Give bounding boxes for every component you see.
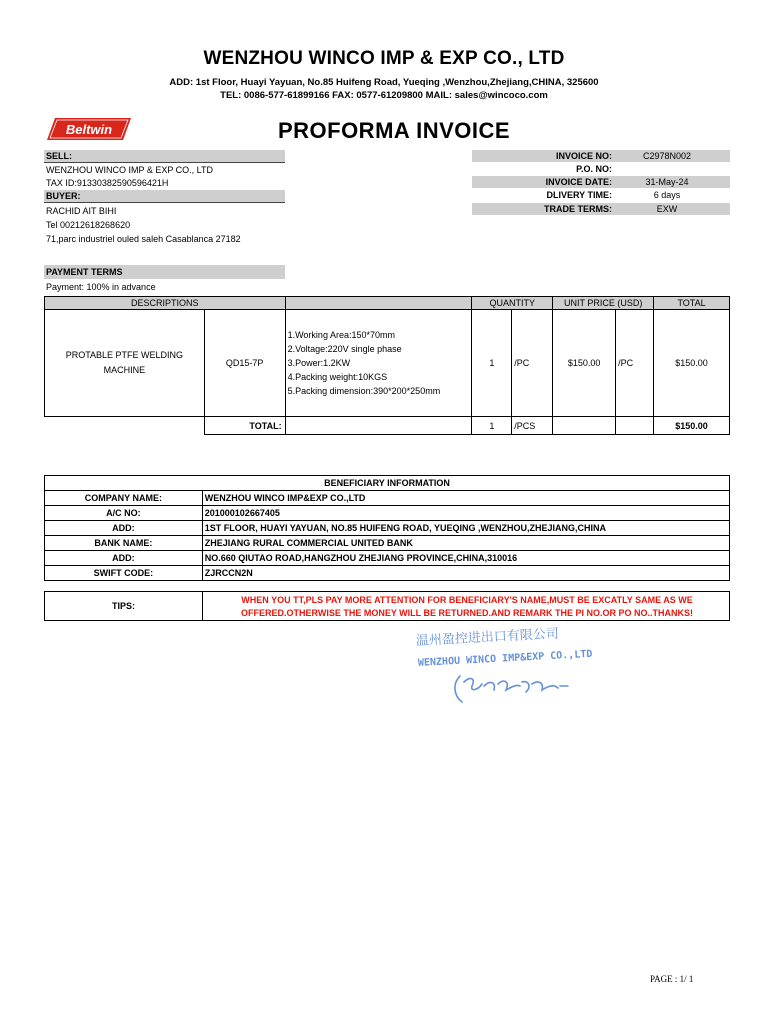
delivery-time-row bbox=[472, 189, 730, 201]
header-quantity: QUANTITY bbox=[472, 297, 553, 310]
seller-tax-id: TAX ID:91330382590596421H bbox=[46, 178, 169, 188]
table-row bbox=[45, 536, 730, 551]
beneficiary-value: ZJRCCN2N bbox=[202, 566, 729, 581]
grand-total: $150.00 bbox=[654, 417, 730, 435]
sell-label: SELL: bbox=[44, 150, 285, 163]
item-total: $150.00 bbox=[654, 310, 730, 417]
beneficiary-label: SWIFT CODE: bbox=[45, 566, 203, 581]
document-title: PROFORMA INVOICE bbox=[277, 118, 511, 143]
payment-terms-label: PAYMENT TERMS bbox=[44, 265, 285, 279]
tips-line: OFFERED.OTHERWISE THE MONEY WILL BE RETURNED.AND REMARK THE PI NO.OR PO NO..THANKS! bbox=[240, 608, 694, 618]
header-descriptions: DESCRIPTIONS bbox=[45, 297, 286, 310]
beneficiary-label: A/C NO: bbox=[45, 506, 203, 521]
tips-label: TIPS: bbox=[45, 592, 203, 620]
payment-section bbox=[44, 265, 285, 294]
trade-terms-row bbox=[472, 203, 730, 215]
logo-text: Beltwin bbox=[65, 122, 113, 137]
item-spec-line: 2.Voltage:220V single phase bbox=[287, 344, 402, 354]
po-no-label: P.O. NO: bbox=[576, 164, 612, 174]
table-row bbox=[45, 491, 730, 506]
total-row bbox=[45, 417, 730, 435]
header-spec-blank bbox=[285, 297, 472, 310]
table-row bbox=[45, 566, 730, 581]
invoice-date-value: 31-May-24 bbox=[645, 177, 689, 187]
item-qty-unit: /PC bbox=[512, 310, 553, 417]
item-qty: 1 bbox=[472, 310, 512, 417]
invoice-no-label: INVOICE NO: bbox=[555, 151, 612, 161]
seller-name: WENZHOU WINCO IMP & EXP CO., LTD bbox=[46, 165, 214, 175]
invoice-date-row bbox=[472, 176, 730, 188]
stamp-chinese-text: 温州盈控进出口有限公司 bbox=[415, 626, 560, 650]
item-model: QD15-7P bbox=[204, 310, 285, 417]
signature-mark bbox=[455, 676, 568, 702]
beneficiary-label: ADD: bbox=[45, 551, 203, 566]
buyer-tel: Tel 00212618268620 bbox=[46, 220, 131, 230]
invoice-no-row bbox=[472, 150, 730, 162]
items-table bbox=[44, 296, 730, 435]
tips-box bbox=[44, 591, 730, 621]
invoice-date-label: INVOICE DATE: bbox=[545, 177, 612, 187]
beneficiary-value: NO.660 QIUTAO ROAD,HANGZHOU ZHEJIANG PROVINCE,CHINA,310016 bbox=[202, 551, 729, 566]
trade-terms-label: TRADE TERMS: bbox=[544, 204, 612, 214]
table-row bbox=[45, 551, 730, 566]
beneficiary-table bbox=[44, 475, 730, 581]
total-price-blank bbox=[553, 417, 616, 435]
page-number: PAGE : 1/ 1 bbox=[650, 974, 694, 984]
company-name: WENZHOU WINCO IMP & EXP CO., LTD bbox=[203, 48, 565, 69]
company-address: ADD: 1st Floor, Huayi Yayuan, No.85 Huifeng Road, Yueqing ,Wenzhou,Zhejiang,CHINA, 325600 bbox=[169, 77, 599, 88]
sell-section bbox=[44, 150, 285, 246]
beneficiary-label: ADD: bbox=[45, 521, 203, 536]
po-no-row bbox=[472, 163, 730, 175]
total-qty: 1 bbox=[472, 417, 512, 435]
delivery-time-label: DLIVERY TIME: bbox=[546, 190, 612, 200]
total-label: TOTAL: bbox=[204, 417, 285, 435]
item-spec-line: 5.Packing dimension:390*200*250mm bbox=[287, 386, 441, 396]
beneficiary-title: BENEFICIARY INFORMATION bbox=[45, 476, 730, 491]
payment-terms-text: Payment: 100% in advance bbox=[46, 282, 156, 292]
item-unit-price: $150.00 bbox=[553, 310, 616, 417]
tips-text bbox=[205, 594, 729, 620]
company-stamp bbox=[412, 624, 612, 710]
delivery-time-value: 6 days bbox=[653, 190, 681, 200]
total-spec-blank bbox=[285, 417, 472, 435]
item-spec-line: 1.Working Area:150*70mm bbox=[287, 330, 395, 340]
company-contact: TEL: 0086-577-61899166 FAX: 0577-61209800 MAIL: sales@wincoco.com bbox=[220, 90, 548, 101]
beneficiary-value: ZHEJIANG RURAL COMMERCIAL UNITED BANK bbox=[202, 536, 729, 551]
trade-terms-value: EXW bbox=[656, 204, 678, 214]
item-specs bbox=[285, 310, 472, 417]
beneficiary-title-row bbox=[45, 476, 730, 491]
header-total: TOTAL bbox=[654, 297, 730, 310]
beneficiary-value: 201000102667405 bbox=[202, 506, 729, 521]
beneficiary-label: COMPANY NAME: bbox=[45, 491, 203, 506]
total-blank bbox=[45, 417, 205, 435]
beneficiary-value: WENZHOU WINCO IMP&EXP CO.,LTD bbox=[202, 491, 729, 506]
item-spec-line: 4.Packing weight:10KGS bbox=[287, 372, 388, 382]
buyer-label: BUYER: bbox=[44, 190, 285, 203]
invoice-no-value: C2978N002 bbox=[642, 151, 692, 161]
tips-line: WHEN YOU TT,PLS PAY MORE ATTENTION FOR BENEFICIARY'S NAME,MUST BE EXCATLY SAME AS WE bbox=[241, 595, 693, 605]
buyer-address: 71,parc industriel ouled saleh Casablanca 27182 bbox=[46, 234, 241, 244]
buyer-name: RACHID AIT BIHI bbox=[46, 206, 117, 216]
beneficiary-value: 1ST FLOOR, HUAYI YAYUAN, NO.85 HUIFENG ROAD, YUEQING ,WENZHOU,ZHEJIANG,CHINA bbox=[202, 521, 729, 536]
items-header-row bbox=[45, 297, 730, 310]
stamp-english-text: WENZHOU WINCO IMP&EXP CO.,LTD bbox=[417, 648, 593, 669]
item-name: PROTABLE PTFE WELDING MACHINE bbox=[45, 310, 205, 417]
item-spec-line: 3.Power:1.2KW bbox=[287, 358, 351, 368]
beneficiary-label: BANK NAME: bbox=[45, 536, 203, 551]
table-row bbox=[45, 521, 730, 536]
header-unit-price: UNIT PRICE (USD) bbox=[553, 297, 654, 310]
item-price-unit: /PC bbox=[616, 310, 654, 417]
total-qty-unit: /PCS bbox=[512, 417, 553, 435]
total-price-unit-blank bbox=[616, 417, 654, 435]
table-row bbox=[45, 310, 730, 417]
table-row bbox=[45, 506, 730, 521]
